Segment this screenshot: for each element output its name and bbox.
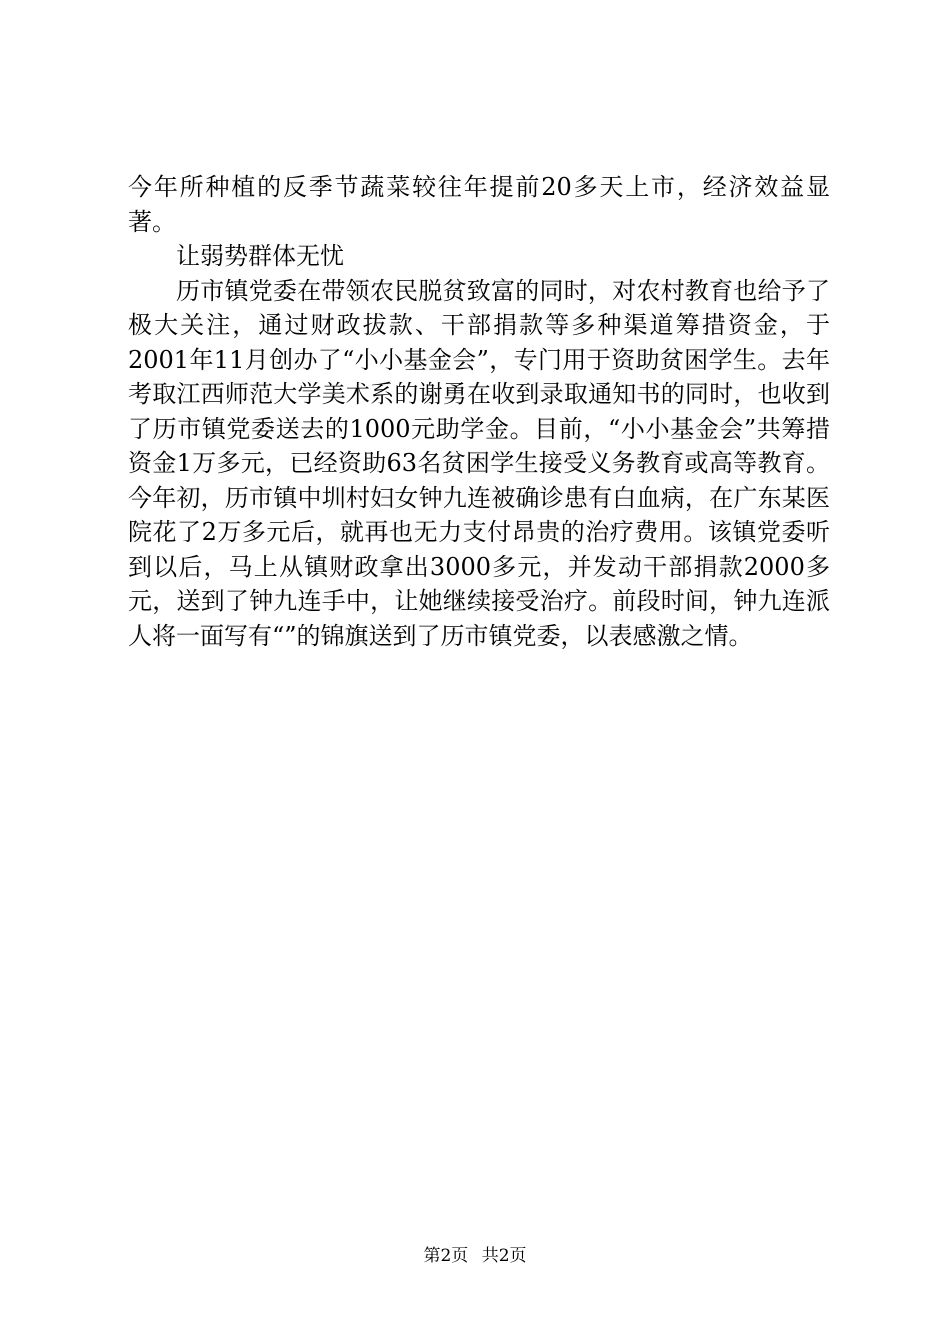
- document-body: [128, 170, 830, 653]
- page-number: 第2页: [423, 1246, 469, 1266]
- page-total: 共2页: [481, 1246, 527, 1266]
- paragraph-continuation: 今年所种植的反季节蔬菜较往年提前20多天上市，经济效益显著。: [128, 173, 830, 236]
- section-heading: 让弱势群体无忧: [176, 242, 344, 270]
- paragraph-main: 历市镇党委在带领农民脱贫致富的同时，对农村教育也给予了极大关注，通过财政拔款、干部捐款等多种渠道筹措资金，于2001年11月创办了“小小基金会”，专门用于资助贫困学生。去年考取江西师范大学美术系的谢勇在收到录取通知书的同时，也收到了历市镇党委送去的1000元助学金。目前，“小小基金会”共筹措资金1万多元，已经资助63名贫困学生接受义务教育或高等教育。今年初，历市镇中圳村妇女钟九连被确诊患有白血病，在广东某医院花了2万多元后，就再也无力支付昂贵的治疗费用。该镇党委听到以后，马上从镇财政拿出3000多元，并发动干部捐款2000多元，送到了钟九连手中，让她继续接受治疗。前段时间，钟九连派人将一面写有“”的锦旗送到了历市镇党委，以表感激之情。: [128, 276, 830, 650]
- page-footer: [0, 1244, 950, 1268]
